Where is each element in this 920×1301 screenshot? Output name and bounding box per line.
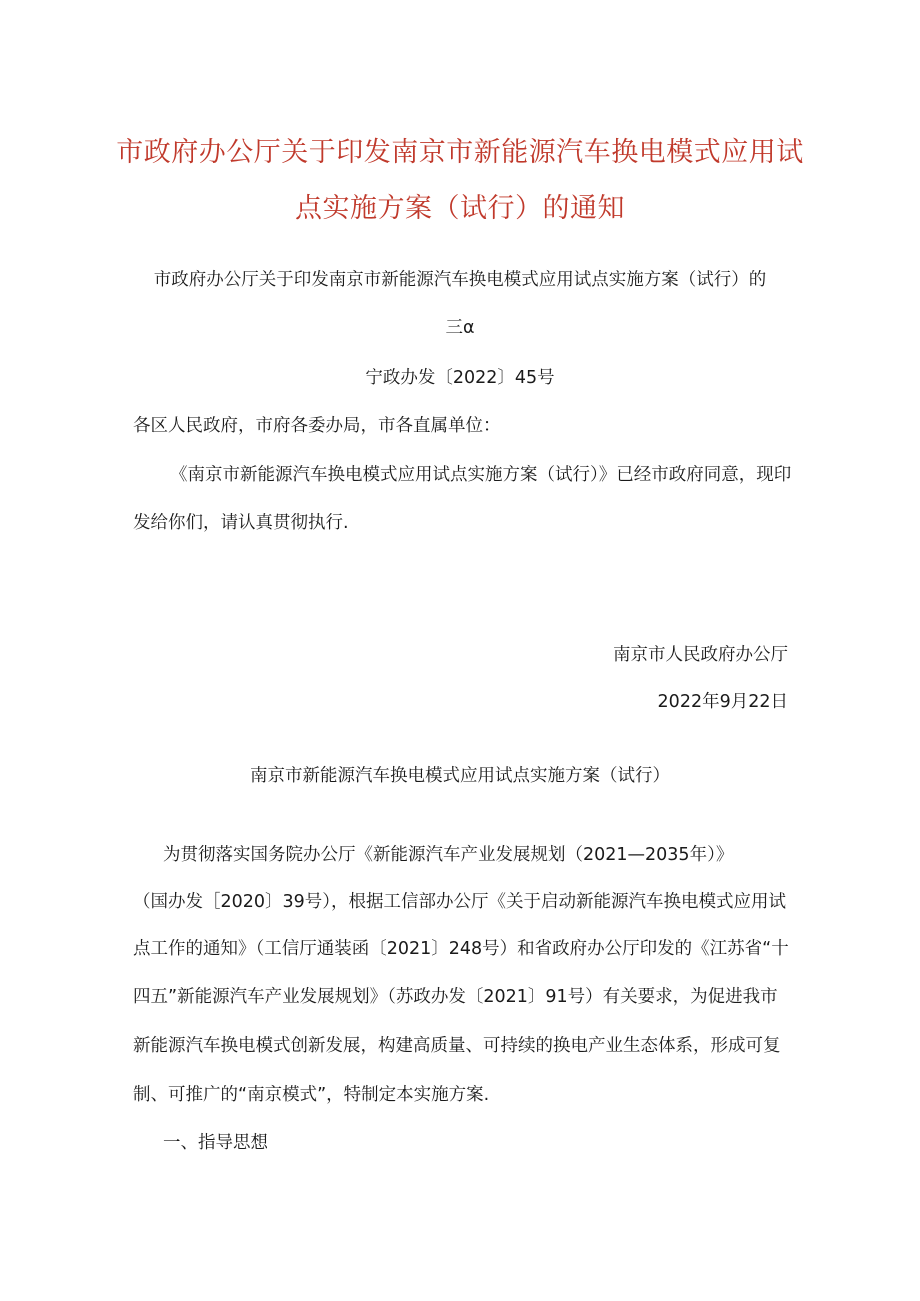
notice-body-line-1: 《南京市新能源汽车换电模式应用试点实施方案（试行）》已经市政府同意，现印: [170, 465, 792, 485]
subtitle-line-1: 市政府办公厅关于印发南京市新能源汽车换电模式应用试点实施方案（试行）的: [153, 270, 767, 290]
document-title-line-1: 市政府办公厅关于印发南京市新能源汽车换电模式应用试: [116, 137, 804, 168]
plan-intro-line: （国办发［2020〕39号），根据工信部办公厅《关于启动新能源汽车换电模式应用试: [133, 892, 787, 912]
document-title-line-2: 点实施方案（试行）的通知: [295, 193, 625, 224]
signature-date: 2022年9月22日: [657, 692, 788, 712]
plan-title: 南京市新能源汽车换电模式应用试点实施方案（试行）: [250, 766, 670, 786]
subtitle-line-2: 三α: [445, 318, 475, 338]
plan-intro-line: 为贯彻落实国务院办公厅《新能源汽车产业发展规划（2021—2035年）》: [163, 845, 734, 865]
addressee: 各区人民政府，市府各委办局，市各直属单位：: [133, 416, 501, 436]
plan-intro-line: 四五”新能源汽车产业发展规划》（苏政办发〔2021〕91号）有关要求，为促进我市: [133, 987, 778, 1007]
document-number: 宁政办发〔2022〕45号: [365, 368, 555, 388]
plan-intro-line: 新能源汽车换电模式创新发展，构建高质量、可持续的换电产业生态体系，形成可复: [133, 1036, 781, 1056]
section-heading: 一、指导思想: [163, 1133, 268, 1153]
signature-office: 南京市人民政府办公厅: [613, 645, 788, 665]
plan-intro-line: 制、可推广的“南京模式”，特制定本实施方案.: [133, 1085, 490, 1105]
plan-intro-line: 点工作的通知》（工信厅通装函〔2021〕248号）和省政府办公厅印发的《江苏省“十: [133, 939, 789, 959]
notice-body-line-2: 发给你们，请认真贯彻执行.: [133, 513, 349, 533]
